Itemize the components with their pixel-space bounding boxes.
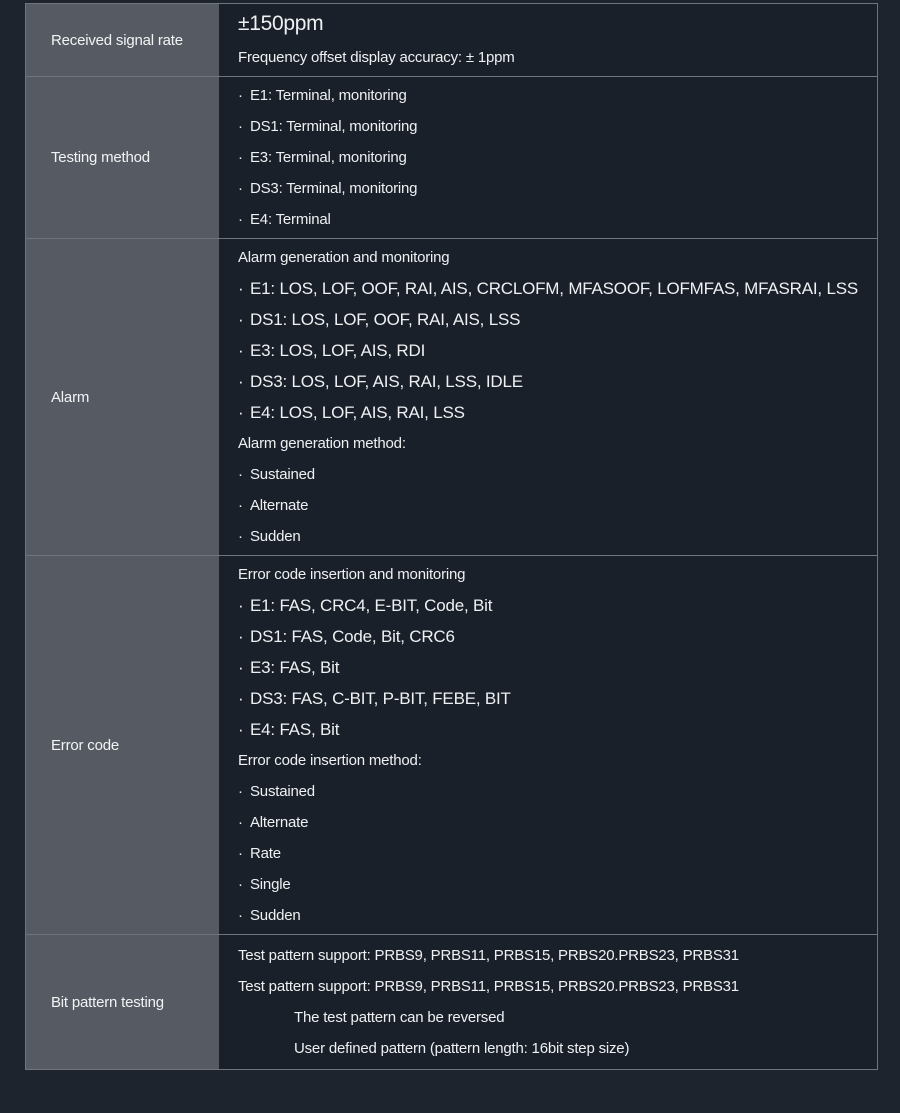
table-row [26, 4, 877, 76]
bullet-icon: · [238, 658, 244, 677]
spec-line [238, 459, 863, 490]
bullet-icon: · [238, 372, 244, 391]
spec-line-text: E3: LOS, LOF, AIS, RDI [250, 341, 426, 360]
spec-line [238, 900, 863, 931]
spec-line-text: The test pattern can be reversed [294, 1009, 505, 1026]
spec-line-text: Sustained [250, 783, 315, 800]
spec-line-text: Sudden [250, 528, 301, 545]
spec-table [25, 3, 878, 1070]
bullet-icon: · [238, 211, 243, 228]
spec-line [238, 242, 863, 273]
bullet-icon: · [238, 279, 244, 298]
bullet-icon: · [238, 689, 244, 708]
row-label: Error code [51, 736, 120, 754]
spec-line-text: User defined pattern (pattern length: 16bit step size) [294, 1040, 630, 1057]
spec-line [238, 1002, 863, 1033]
spec-line [238, 335, 863, 366]
spec-line-text: DS3: FAS, C-BIT, P-BIT, FEBE, BIT [250, 689, 511, 708]
spec-line-text: E3: Terminal, monitoring [250, 149, 407, 166]
bullet-icon: · [238, 720, 244, 739]
spec-line-text: DS3: Terminal, monitoring [250, 180, 418, 197]
row-content-cell [219, 239, 877, 555]
spec-line-text: Error code insertion method: [238, 752, 422, 769]
bullet-icon: · [238, 149, 243, 166]
spec-line-text: Test pattern support: PRBS9, PRBS11, PRBS15, PRBS20.PRBS23, PRBS31 [238, 978, 739, 995]
spec-line-text: Alternate [250, 814, 309, 831]
spec-line [238, 1033, 863, 1064]
row-content-cell [219, 556, 877, 934]
spec-line-text: DS1: FAS, Code, Bit, CRC6 [250, 627, 455, 646]
spec-line [238, 397, 863, 428]
spec-line-text: E1: FAS, CRC4, E-BIT, Code, Bit [250, 596, 493, 615]
spec-line [238, 273, 863, 304]
bullet-icon: · [238, 310, 244, 329]
bullet-icon: · [238, 180, 243, 197]
spec-line [238, 940, 863, 971]
spec-line [238, 652, 863, 683]
spec-line [238, 869, 863, 900]
spec-line [238, 521, 863, 552]
bullet-icon: · [238, 596, 244, 615]
spec-line-text: Test pattern support: PRBS9, PRBS11, PRBS15, PRBS20.PRBS23, PRBS31 [238, 947, 739, 964]
row-label-cell [26, 239, 219, 555]
spec-line [238, 971, 863, 1002]
spec-line [238, 683, 863, 714]
spec-line [238, 745, 863, 776]
bullet-icon: · [238, 497, 243, 514]
spec-line [238, 80, 863, 111]
spec-line [238, 807, 863, 838]
bullet-icon: · [238, 466, 243, 483]
spec-line-text: E4: LOS, LOF, AIS, RAI, LSS [250, 403, 465, 422]
spec-line-text: Alarm generation method: [238, 435, 406, 452]
bullet-icon: · [238, 845, 243, 862]
spec-line-text: E1: Terminal, monitoring [250, 87, 407, 104]
table-row [26, 555, 877, 934]
table-row [26, 76, 877, 238]
bullet-icon: · [238, 528, 243, 545]
spec-line-text: Error code insertion and monitoring [238, 566, 466, 583]
spec-line-text: E3: FAS, Bit [250, 658, 340, 677]
spec-line [238, 428, 863, 459]
spec-line-text: DS1: LOS, LOF, OOF, RAI, AIS, LSS [250, 310, 521, 329]
spec-line-text: Sudden [250, 907, 301, 924]
bullet-icon: · [238, 118, 243, 135]
bullet-icon: · [238, 87, 243, 104]
bullet-icon: · [238, 814, 243, 831]
row-content-cell [219, 4, 877, 76]
spec-line [238, 590, 863, 621]
row-label: Bit pattern testing [51, 993, 164, 1011]
spec-line [238, 6, 863, 42]
bullet-icon: · [238, 876, 243, 893]
row-label-cell [26, 556, 219, 934]
row-label-cell [26, 77, 219, 238]
spec-line [238, 42, 863, 73]
spec-line [238, 366, 863, 397]
bullet-icon: · [238, 907, 243, 924]
spec-line [238, 173, 863, 204]
row-label: Alarm [51, 388, 90, 406]
spec-line [238, 621, 863, 652]
spec-line [238, 714, 863, 745]
bullet-icon: · [238, 403, 244, 422]
bullet-icon: · [238, 627, 244, 646]
spec-line [238, 304, 863, 335]
spec-line [238, 111, 863, 142]
row-label-cell [26, 935, 219, 1069]
spec-line [238, 559, 863, 590]
bullet-icon: · [238, 783, 243, 800]
spec-line [238, 776, 863, 807]
row-content-cell [219, 935, 877, 1069]
spec-line-text: E1: LOS, LOF, OOF, RAI, AIS, CRCLOFM, MFASOOF, LOFMFAS, MFASRAI, LSS [250, 279, 858, 298]
row-content-cell [219, 77, 877, 238]
spec-line-text: E4: Terminal [250, 211, 331, 228]
spec-line-text: ±150ppm [238, 12, 324, 35]
row-label-cell [26, 4, 219, 76]
spec-line [238, 490, 863, 521]
spec-line-text: Rate [250, 845, 281, 862]
table-row [26, 934, 877, 1069]
spec-line-text: Single [250, 876, 291, 893]
spec-line-text: Frequency offset display accuracy: ± 1ppm [238, 49, 515, 66]
spec-line-text: E4: FAS, Bit [250, 720, 340, 739]
spec-line-text: Alarm generation and monitoring [238, 249, 450, 266]
bullet-icon: · [238, 341, 244, 360]
table-row [26, 238, 877, 555]
spec-line [238, 204, 863, 235]
spec-line-text: DS3: LOS, LOF, AIS, RAI, LSS, IDLE [250, 372, 523, 391]
spec-line [238, 142, 863, 173]
row-label: Received signal rate [51, 31, 183, 49]
spec-line-text: DS1: Terminal, monitoring [250, 118, 418, 135]
spec-line-text: Sustained [250, 466, 315, 483]
row-label: Testing method [51, 149, 150, 166]
spec-line-text: Alternate [250, 497, 309, 514]
spec-line [238, 838, 863, 869]
